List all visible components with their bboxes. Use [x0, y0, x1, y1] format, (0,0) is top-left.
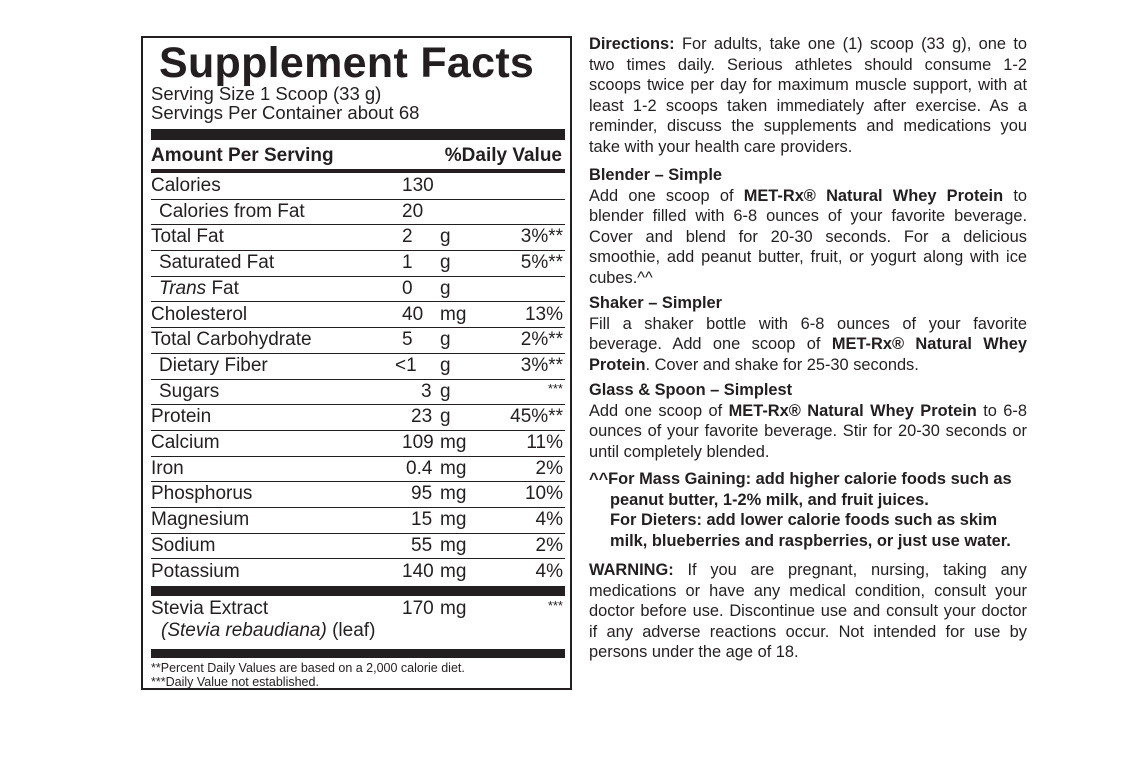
nutrient-name: Total Carbohydrate [151, 329, 312, 351]
nutrient-amount: 0.4 [406, 457, 433, 479]
nutrient-unit: g [440, 406, 451, 428]
product-name: MET-Rx® Natural Whey Protein [743, 186, 1004, 205]
nutrient-dv: 13% [524, 303, 563, 325]
nutrient-name: Protein [151, 406, 212, 428]
nutrient-row [151, 430, 565, 457]
nutrient-row [151, 199, 565, 226]
nutrient-amount: 95 [411, 483, 433, 505]
product-name: MET-Rx® Natural Whey Protein [589, 335, 1027, 374]
nutrient-name: Magnesium [151, 509, 250, 531]
directions-paragraph [589, 34, 1027, 157]
nutrient-dv: 2% [535, 457, 563, 479]
nutrient-name: Calories [151, 175, 221, 196]
nutrient-name: Sugars [159, 380, 220, 402]
stevia-part: (leaf) [326, 620, 376, 641]
servings-per-container: Servings Per Container about 68 [151, 102, 420, 123]
header-amount-per-serving: Amount Per Serving [151, 145, 334, 166]
nutrient-dv: 11% [526, 432, 563, 453]
facts-title: Supplement Facts [159, 39, 535, 87]
nutrient-name: Dietary Fiber [159, 354, 268, 376]
nutrient-dv: 3%** [520, 354, 563, 376]
nutrient-dv: 2%** [520, 329, 563, 351]
blender-pre: Add one scoop of [589, 186, 744, 205]
thick-divider [151, 649, 565, 658]
thick-divider [151, 586, 565, 596]
nutrient-unit: g [440, 354, 451, 376]
nutrient-row [151, 353, 565, 380]
product-name: MET-Rx® Natural Whey Protein [728, 401, 977, 420]
nutrient-amount: 109 [402, 432, 434, 453]
stevia-amount: 170 [402, 598, 434, 619]
glass-post: to 6-8 ounces of your favorite beverage. Stir for 20-30 seconds or until completely blended. [589, 401, 1027, 461]
warning-label: WARNING: [589, 561, 674, 579]
nutrient-row [151, 481, 565, 508]
directions-label: Directions: [589, 35, 675, 53]
serving-size: Serving Size 1 Scoop (33 g) [151, 83, 382, 104]
stevia-latin: (Stevia rebaudiana) [161, 620, 327, 641]
trans-rest: Fat [206, 277, 239, 299]
nutrient-name: Phosphorus [151, 483, 253, 505]
nutrient-row [151, 250, 565, 277]
glass-heading: Glass & Spoon – Simplest [589, 381, 793, 399]
directions-column [589, 34, 1027, 663]
nutrient-amount: 23 [411, 406, 433, 428]
nutrient-dv: 5%** [520, 252, 563, 274]
warning-text: If you are pregnant, nursing, taking any medications or have any medical condition, consult your doctor before use. Discontinue use and consult your doctor if any adverse reactions occur. Not intended for use by persons under the age of 18. [589, 561, 1027, 661]
nutrient-unit: mg [440, 303, 467, 325]
mass-gaining-line-2: peanut butter, 1-2% milk, and fruit juices. [610, 490, 929, 509]
nutrient-amount: 55 [411, 534, 433, 556]
nutrient-dv: 3%** [520, 226, 563, 248]
nutrient-name: Calcium [151, 432, 220, 453]
mix-in-tips [589, 469, 1027, 551]
nutrient-dv: *** [547, 380, 563, 396]
nutrient-amount: 40 [402, 303, 424, 325]
nutrient-unit: mg [440, 534, 467, 556]
footnote-not-established: ***Daily Value not established. [151, 675, 319, 689]
nutrient-row [151, 533, 565, 560]
nutrient-dv: 2% [535, 534, 563, 556]
nutrient-unit: g [440, 252, 451, 274]
nutrient-name [159, 276, 239, 301]
warning-paragraph [589, 560, 1027, 663]
nutrient-name: Potassium [151, 560, 240, 582]
nutrient-dv: 4% [535, 509, 563, 531]
nutrient-amount: 15 [411, 509, 433, 531]
nutrient-unit: g [440, 277, 451, 299]
nutrient-unit: mg [440, 560, 467, 582]
header-daily-value: %Daily Value [444, 145, 562, 166]
blender-post: to blender filled with 6-8 ounces of your favorite beverage. Cover and blend for 20-30 seconds. For a delicious smoothie, add peanut butter, fruit, or yogurt along with ice cubes.^^ [589, 186, 1027, 287]
glass-text [589, 401, 1027, 463]
nutrient-name: Iron [151, 457, 184, 479]
nutrient-name: Calories from Fat [159, 200, 305, 222]
shaker-heading: Shaker – Simpler [589, 294, 723, 312]
nutrient-unit: mg [440, 432, 467, 453]
nutrient-amount: 5 [402, 329, 413, 351]
nutrient-name: Total Fat [151, 226, 224, 248]
nutrient-row [151, 507, 565, 534]
nutrient-unit: mg [440, 509, 467, 531]
nutrient-amount: 3 [421, 380, 432, 402]
trans-italic: Trans [159, 277, 207, 299]
nutrient-dv: 10% [524, 483, 563, 505]
nutrient-name: Sodium [151, 534, 216, 556]
nutrient-row [151, 404, 565, 431]
glass-pre: Add one scoop of [589, 401, 729, 420]
nutrient-row [151, 276, 565, 303]
nutrient-amount: 140 [402, 560, 434, 582]
nutrient-row [151, 302, 565, 329]
nutrient-amount: 2 [402, 226, 413, 248]
nutrient-row [151, 379, 565, 406]
nutrient-row [151, 456, 565, 483]
shaker-post: . Cover and shake for 25-30 seconds. [645, 355, 919, 374]
dieters-line-2: milk, blueberries and raspberries, or just use water. [610, 531, 1011, 550]
nutrient-amount: <1 [395, 354, 417, 376]
nutrient-amount: 20 [402, 200, 424, 222]
nutrient-unit: mg [440, 457, 467, 479]
nutrient-amount: 130 [402, 175, 434, 196]
nutrient-dv: 4% [535, 560, 563, 582]
directions-text: For adults, take one (1) scoop (33 g), one to two times daily. Serious athletes should consume 1-2 scoops twice per day for maximum muscle support, with at least 1-2 scoops taken immediately after exercise. As a reminder, discuss the supplements and medications you take with your health care providers. [589, 35, 1027, 156]
stevia-unit: mg [440, 598, 467, 619]
nutrient-amount: 0 [402, 277, 413, 299]
nutrient-unit: g [440, 329, 451, 351]
nutrient-dv: 45%** [510, 406, 563, 428]
blender-heading: Blender – Simple [589, 166, 722, 184]
mass-gaining-line-1: ^^For Mass Gaining: add higher calorie foods such as [589, 470, 1012, 488]
blender-text [589, 186, 1027, 289]
supplement-facts-panel [141, 36, 572, 690]
shaker-text [589, 314, 1027, 376]
nutrient-unit: g [440, 380, 451, 402]
stevia-name: Stevia Extract [151, 598, 269, 619]
thick-divider [151, 129, 565, 140]
nutrient-name: Cholesterol [151, 303, 248, 325]
nutrient-row [151, 559, 565, 585]
nutrient-amount: 1 [402, 252, 413, 274]
nutrient-row [151, 224, 565, 251]
nutrient-unit: mg [440, 483, 467, 505]
footnote-daily-values: **Percent Daily Values are based on a 2,000 calorie diet. [151, 661, 465, 675]
stevia-dv: *** [547, 598, 563, 613]
shaker-pre: Fill a shaker bottle with 6-8 ounces of your favorite beverage. Add one scoop of [589, 314, 1027, 353]
nutrient-name: Saturated Fat [159, 252, 275, 274]
stevia-source [161, 620, 375, 642]
nutrient-row [151, 327, 565, 354]
nutrient-row [151, 173, 565, 200]
dieters-line-1: For Dieters: add lower calorie foods such as skim [610, 511, 998, 529]
nutrient-unit: g [440, 226, 451, 248]
